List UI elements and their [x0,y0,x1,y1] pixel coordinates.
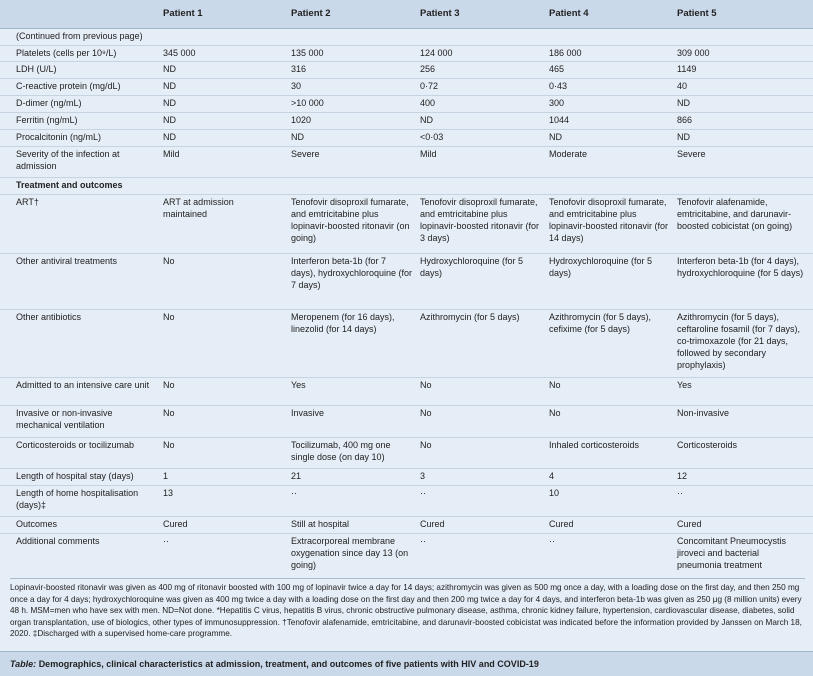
section-treatment-header [0,177,813,195]
cell-patient-5: Concomitant Pneumocystis jiroveci and bacterial pneumonia treatment [677,536,787,570]
continued-note: (Continued from previous page) [16,31,143,41]
cell-patient-4: 0·43 [549,81,568,91]
cell-patient-4: 4 [549,471,555,481]
cell-patient-5: Interferon beta-1b (for 4 days), hydroxychloroquine (for 5 days) [677,256,804,278]
table-row [0,112,813,128]
cell-patient-1: ND [163,64,176,74]
cell-patient-3: <0·03 [420,132,444,142]
table-caption [0,651,813,676]
cell-patient-5: Corticosteroids [677,440,738,450]
cell-patient-2: 30 [291,81,302,91]
table-row [0,309,813,377]
cell-patient-2: Meropenem (for 16 days), linezolid (for 14 days) [291,312,395,334]
cell-patient-5: Tenofovir alafenamide, emtricitabine, and darunavir-boosted cobicistat (on going) [677,197,793,231]
cell-patient-2: 316 [291,64,307,74]
cell-patient-2: Tenofovir disoproxil fumarate, and emtricitabine plus lopinavir-boosted ritonavir (on going) [291,197,410,243]
cell-patient-2: ND [291,132,304,142]
cell-patient-3: Hydroxychloroquine (for 5 days) [420,256,524,278]
cell-patient-3: 124 000 [420,48,453,58]
cell-patient-3: 3 [420,471,426,481]
cell-patient-5: Azithromycin (for 5 days), ceftaroline fosamil (for 7 days), co-trimoxazole (for 21 days, followed by secondary prophylaxis) [677,312,801,370]
cell-patient-1: 1 [163,471,169,481]
cell-patient-3: Azithromycin (for 5 days) [420,312,520,322]
cell-patient-1: No [163,440,175,450]
cell-patient-4: Tenofovir disoproxil fumarate, and emtricitabine plus lopinavir-boosted ritonavir (for 14 days) [549,197,669,243]
row-label: Invasive or non-invasive mechanical ventilation [16,408,113,430]
cell-patient-5: 309 000 [677,48,710,58]
row-label: Additional comments [16,536,100,546]
cell-patient-3: Tenofovir disoproxil fumarate, and emtricitabine plus lopinavir-boosted ritonavir (for 3 days) [420,197,540,243]
cell-patient-2: Invasive [291,408,325,418]
row-label: ART† [16,197,39,207]
cell-patient-3: Cured [420,519,445,529]
cell-patient-2: Tocilizumab, 400 mg one single dose (on day 10) [291,440,391,462]
row-label: Other antibiotics [16,312,82,322]
table-row [0,61,813,77]
table-row [0,253,813,309]
row-label: Procalcitonin (ng/mL) [16,132,102,142]
cell-patient-2: Extracorporeal membrane oxygenation since day 13 (on going) [291,536,409,570]
column-header: Patient 1 [163,8,203,19]
cell-patient-1: ND [163,98,176,108]
cell-patient-4: Inhaled corticosteroids [549,440,640,450]
row-label: Platelets (cells per 10⁹/L) [16,48,117,58]
cell-patient-4: 465 [549,64,565,74]
cell-patient-1: 13 [163,488,174,498]
cell-patient-4: Cured [549,519,574,529]
row-label: Admitted to an intensive care unit [16,380,150,390]
cell-patient-1: ND [163,132,176,142]
row-label: Corticosteroids or tocilizumab [16,440,135,450]
cell-patient-2: 1020 [291,115,312,125]
row-label: Length of hospital stay (days) [16,471,134,481]
table-row [0,485,813,516]
column-header: Patient 5 [677,8,717,19]
cell-patient-4: Hydroxychloroquine (for 5 days) [549,256,653,278]
cell-patient-5: ND [677,132,690,142]
cell-patient-2: >10 000 [291,98,324,108]
table-row [0,377,813,402]
cell-patient-2: ·· [291,488,297,498]
row-label: LDH (U/L) [16,64,57,74]
cell-patient-3: 256 [420,64,436,74]
table-row [0,405,813,435]
cell-patient-2: 21 [291,471,302,481]
cell-patient-2: Yes [291,380,306,390]
caption-text: Demographics, clinical characteristics at admission, treatment, and outcomes of five patients with HIV and COVID-19 [38,659,539,669]
cell-patient-1: No [163,312,175,322]
table-row [0,45,813,61]
cell-patient-5: Severe [677,149,706,159]
table-row [0,194,813,253]
cell-patient-3: 0·72 [420,81,439,91]
cell-patient-2: Still at hospital [291,519,350,529]
table-row [0,129,813,145]
cell-patient-5: 1149 [677,64,697,74]
cell-patient-3: Mild [420,149,437,159]
table-row [0,533,813,574]
section-title: Treatment and outcomes [16,180,123,190]
cell-patient-1: No [163,380,175,390]
row-label: Other antiviral treatments [16,256,118,266]
footnote: Lopinavir-boosted ritonavir was given as 400 mg of ritonavir boosted with 100 mg of lopinavir twice a day for 14 days; azithromycin was given as 500 mg once a day, with a loading dose on the first day, and then 250 mg once a day for 4 days; hydroxychloroquine was given as 400 mg twice a day with a loading dose on the first day and then 200 mg twice a day for 4 days, and interferon beta-1b was given as 250 μg (8 million units) every 48 h. MSM=men who have sex with men. ND=Not done. *Hepatitis C virus, hepatitis B virus, chronic obstructive pulmonary disease, asthma, chronic kidney failure, hypertension, cardiovascular disease, diabetes, solid organ transplantation, use of biologics, other types of immunosuppression. †Tenofovir alafenamide, emtricitabine, and darunavir-boosted cobicistat was indicated before the information provided by Janssen on March 18, 2020. ‡Discharged with a supervised home-care programme. [10,578,805,640]
cell-patient-4: 10 [549,488,560,498]
row-label: Ferritin (ng/mL) [16,115,78,125]
row-label: C-reactive protein (mg/dL) [16,81,121,91]
cell-patient-5: Non-invasive [677,408,730,418]
cell-patient-1: Mild [163,149,180,159]
row-label: Severity of the infection at admission [16,149,120,171]
cell-patient-4: ·· [549,536,555,546]
cell-patient-2: 135 000 [291,48,324,58]
cell-patient-1: Cured [163,519,188,529]
cell-patient-4: No [549,408,561,418]
cell-patient-4: 1044 [549,115,570,125]
table-row [0,516,813,533]
cell-patient-5: Cured [677,519,702,529]
cell-patient-3: No [420,440,432,450]
cell-patient-4: 300 [549,98,565,108]
table-row [0,468,813,485]
cell-patient-1: ·· [163,536,169,546]
table-row [0,146,813,174]
cell-patient-4: Azithromycin (for 5 days), cefixime (for 5 days) [549,312,652,334]
column-header: Patient 3 [420,8,460,19]
row-label: Outcomes [16,519,58,529]
table-header [0,0,813,29]
cell-patient-3: No [420,408,432,418]
cell-patient-1: No [163,408,175,418]
table-row [0,437,813,468]
cell-patient-5: Yes [677,380,692,390]
column-header: Patient 2 [291,8,331,19]
cell-patient-3: ·· [420,536,426,546]
cell-patient-4: 186 000 [549,48,582,58]
cell-patient-1: ND [163,81,176,91]
table-row [0,78,813,94]
cell-patient-4: Moderate [549,149,588,159]
cell-patient-4: ND [549,132,562,142]
cell-patient-5: ·· [677,488,683,498]
cell-patient-2: Severe [291,149,320,159]
row-label: Length of home hospitalisation (days)‡ [16,488,139,510]
column-header: Patient 4 [549,8,589,19]
cell-patient-1: 345 000 [163,48,196,58]
cell-patient-5: 40 [677,81,688,91]
cell-patient-3: ·· [420,488,426,498]
cell-patient-5: ND [677,98,690,108]
cell-patient-1: ART at admission maintained [163,197,234,219]
cell-patient-3: 400 [420,98,436,108]
cell-patient-5: 866 [677,115,693,125]
continued-note-row [0,28,813,44]
cell-patient-3: ND [420,115,433,125]
cell-patient-1: No [163,256,175,266]
caption-label: Table: [10,659,37,669]
cell-patient-4: No [549,380,561,390]
cell-patient-3: No [420,380,432,390]
row-label: D-dimer (ng/mL) [16,98,82,108]
cell-patient-1: ND [163,115,176,125]
table-row [0,95,813,111]
cell-patient-2: Interferon beta-1b (for 7 days), hydroxychloroquine (for 7 days) [291,256,413,290]
cell-patient-5: 12 [677,471,688,481]
